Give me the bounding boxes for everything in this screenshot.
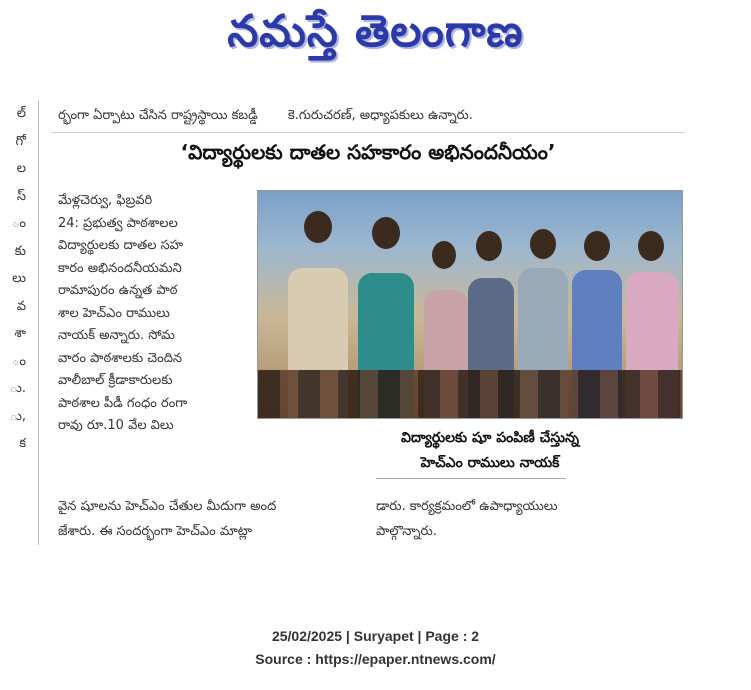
article-body-continued <box>58 494 368 544</box>
news-photo <box>257 190 683 419</box>
caption-line: హెచ్ఎం రాములు నాయక్ <box>420 455 560 471</box>
article-body-column <box>58 190 252 438</box>
body-line: వాలీబాల్ క్రీడాకారులకు <box>58 373 173 388</box>
previous-article-tail <box>58 108 499 126</box>
photo-seated-students <box>258 370 682 418</box>
fragment-line: ు, <box>9 408 26 424</box>
fragment-line: శా <box>14 326 26 341</box>
body-line: వైన షూలను హెచ్ఎం చేతుల మీదుగా అంద <box>58 499 277 514</box>
body-line: జేశారు. ఈ సందర్భంగా హెచ్ఎం మాట్లా <box>58 524 252 539</box>
photo-person-head <box>432 241 456 269</box>
article-body-right-column <box>376 494 686 544</box>
body-line: 24: ప్రభుత్వ పాఠశాలల <box>58 215 178 231</box>
fragment-line: గో <box>15 133 26 149</box>
body-line: రావు రూ.10 వేల విలు <box>58 418 174 433</box>
fragment-line: వ <box>16 298 26 314</box>
fragment-line: ల్ <box>16 106 26 121</box>
left-column-fragment <box>0 100 26 458</box>
body-line: పాల్గొన్నారు. <box>376 524 437 539</box>
body-line: కారం అభినందనీయమని <box>58 260 182 276</box>
photo-person-head <box>584 231 610 261</box>
photo-person-head <box>530 229 556 259</box>
body-line: డారు. కార్యక్రమంలో ఉపాధ్యాయులు <box>376 499 558 514</box>
caption-line: విద్యార్థులకు షూ పంపిణీ చేస్తున్న <box>401 430 579 446</box>
photo-person-head <box>304 211 332 243</box>
footer-source: Source : https://epaper.ntnews.com/ <box>255 651 496 667</box>
fragment-line: ు. <box>9 381 26 396</box>
tail-right-text: కె.గురుచరణ్, అధ్యాపకులు ఉన్నారు. <box>287 108 473 123</box>
newspaper-masthead: నమస్తే తెలంగాణ <box>227 6 524 57</box>
fragment-line: ల <box>16 161 26 176</box>
photo-person-head <box>476 231 502 261</box>
article-divider <box>52 132 684 133</box>
tail-left-text: ర్భంగా ఏర్పాటు చేసిన రాష్ట్రస్థాయి కబడ్డీ <box>58 108 258 123</box>
body-line: నాయక్ అన్నారు. సోమ <box>58 328 175 343</box>
column-divider <box>38 100 39 545</box>
body-line: మేళ్లచెర్వు, ఫిబ్రవరి <box>58 193 153 208</box>
photo-person-head <box>638 231 664 261</box>
fragment-line: లు <box>12 271 26 286</box>
photo-person-head <box>372 217 400 249</box>
fragment-line: ం <box>11 353 26 369</box>
fragment-line: స్ <box>16 188 26 204</box>
body-line: వారం పాఠశాలకు చెందిన <box>58 350 183 366</box>
footer-date-edition: 25/02/2025 | Suryapet | Page : 2 <box>271 628 480 644</box>
photo-caption <box>300 426 680 476</box>
fragment-line: కు <box>14 243 26 259</box>
article-headline: ‘విద్యార్థులకు దాతల సహకారం అభినందనీయం’ <box>180 140 556 164</box>
fragment-line: క <box>19 436 26 451</box>
body-line: రామాపురం ఉన్నత పాఠ <box>58 283 178 298</box>
body-line: విద్యార్థులకు దాతల సహ <box>58 238 184 253</box>
body-line: పాఠశాల పీడీ గంధం రంగా <box>58 395 188 411</box>
caption-divider <box>376 478 566 479</box>
body-line: శాల హెచ్ఎం రాములు <box>58 305 170 321</box>
fragment-line: ం <box>11 216 26 231</box>
